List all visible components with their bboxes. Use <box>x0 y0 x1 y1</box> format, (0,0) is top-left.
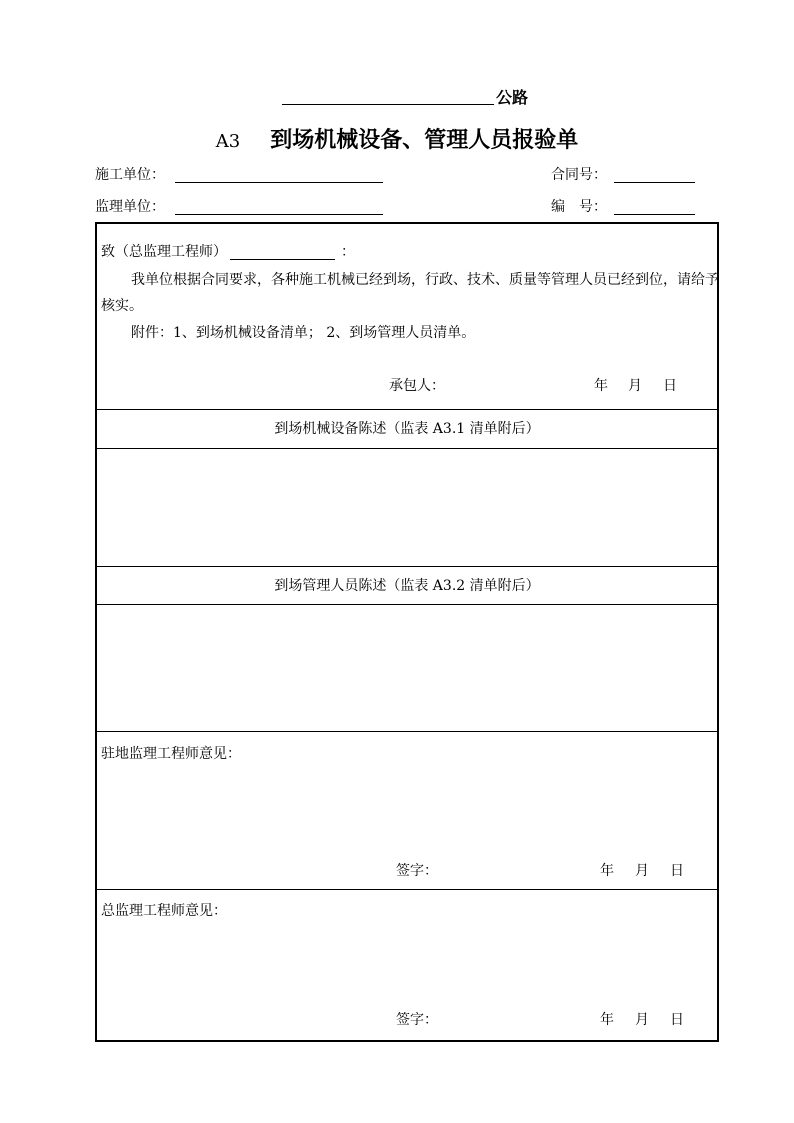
notice-body-line1: 我单位根据合同要求，各种施工机械已经到场，行政、技术、质量等管理人员已经到位，请给予 <box>131 272 719 288</box>
notice-attachments: 附件：1、到场机械设备清单； 2、到场管理人员清单。 <box>131 325 476 341</box>
form-table <box>95 222 719 1042</box>
personnel-description-area[interactable] <box>97 605 717 731</box>
chief-day: 日 <box>670 1012 684 1028</box>
chief-opinion-label: 总监理工程师意见： <box>101 903 227 919</box>
notice-year: 年 <box>594 378 608 394</box>
resident-month: 月 <box>635 863 649 879</box>
chief-opinion-area[interactable] <box>97 926 717 1008</box>
form-code: A3 <box>215 131 241 152</box>
chief-engineer-name-field[interactable] <box>230 259 335 260</box>
document-title-row <box>0 125 794 157</box>
chief-month: 月 <box>635 1012 649 1028</box>
chief-year: 年 <box>600 1012 614 1028</box>
divider <box>97 409 717 410</box>
equipment-description-area[interactable] <box>97 449 717 566</box>
divider <box>97 566 717 567</box>
serial-no-field[interactable] <box>614 214 695 215</box>
chief-sign-label: 签字： <box>396 1012 438 1028</box>
document-title: 到场机械设备、管理人员报验单 <box>270 127 579 153</box>
personnel-section-label: 到场管理人员陈述（监表 A3.2 清单附后） <box>274 578 540 594</box>
serial-no-label: 编 号： <box>551 199 607 215</box>
notice-day: 日 <box>663 378 677 394</box>
resident-opinion-label: 驻地监理工程师意见： <box>101 746 241 762</box>
notice-body-line2: 核实。 <box>101 298 143 314</box>
road-suffix: 公路 <box>496 88 529 107</box>
supervisor-field[interactable] <box>175 214 383 215</box>
contractor-label: 施工单位： <box>95 167 165 183</box>
contract-no-field[interactable] <box>614 182 695 183</box>
notice-to-label: 致（总监理工程师） <box>101 244 227 260</box>
resident-opinion-area[interactable] <box>97 769 717 859</box>
equipment-section-label: 到场机械设备陈述（监表 A3.1 清单附后） <box>274 421 540 437</box>
contractor-field[interactable] <box>175 182 383 183</box>
road-name-blank[interactable] <box>282 104 494 105</box>
resident-sign-label: 签字： <box>396 863 438 879</box>
contractor-sign-label: 承包人： <box>389 378 445 394</box>
divider <box>97 889 717 890</box>
notice-month: 月 <box>628 378 642 394</box>
supervisor-label: 监理单位： <box>95 199 165 215</box>
resident-day: 日 <box>670 863 684 879</box>
divider <box>97 731 717 732</box>
notice-to-colon: ： <box>341 244 355 260</box>
resident-year: 年 <box>600 863 614 879</box>
contract-no-label: 合同号： <box>551 167 607 183</box>
